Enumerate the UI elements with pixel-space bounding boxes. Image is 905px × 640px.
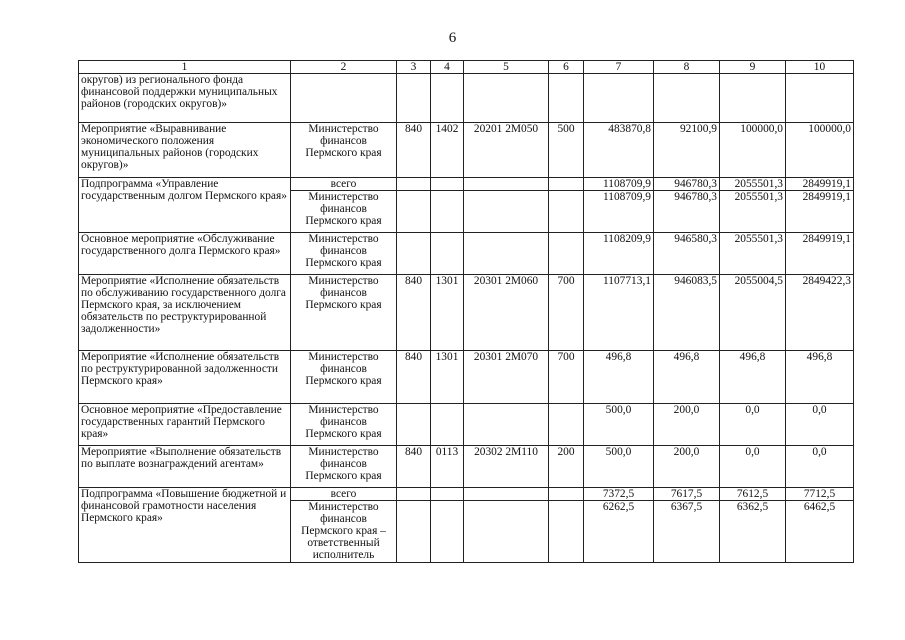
code-cell: [464, 74, 549, 123]
value-cell: 946580,3: [654, 233, 720, 275]
col-header-7: 7: [584, 61, 654, 74]
code-cell: [464, 178, 549, 191]
code-cell: 20302 2М110: [464, 446, 549, 488]
col-header-3: 3: [397, 61, 431, 74]
code-cell: [549, 191, 584, 233]
value-cell: 2849919,1: [786, 191, 854, 233]
header-row: [79, 61, 854, 74]
value-cell: 92100,9: [654, 123, 720, 178]
value-cell: 7617,5: [654, 488, 720, 501]
code-cell: 500: [549, 123, 584, 178]
code-cell: [549, 178, 584, 191]
col-header-10: 10: [786, 61, 854, 74]
value-cell: 200,0: [654, 446, 720, 488]
table-row: [79, 233, 854, 275]
value-cell: [584, 74, 654, 123]
executor-cell: Министерство финансов Пермского края – ответственный исполнитель: [291, 501, 397, 563]
executor-cell: Министерство финансов Пермского края: [291, 446, 397, 488]
code-cell: [464, 233, 549, 275]
program-name: Мероприятие «Выполнение обязательств по выплате вознаграждений агентам»: [79, 446, 291, 488]
code-cell: 840: [397, 446, 431, 488]
value-cell: 6262,5: [584, 501, 654, 563]
table-row: [79, 404, 854, 446]
value-cell: 2849919,1: [786, 178, 854, 191]
executor-cell: всего: [291, 178, 397, 191]
value-cell: 0,0: [720, 404, 786, 446]
value-cell: 946083,5: [654, 275, 720, 351]
code-cell: 840: [397, 275, 431, 351]
value-cell: 0,0: [720, 446, 786, 488]
col-header-5: 5: [464, 61, 549, 74]
code-cell: [549, 488, 584, 501]
value-cell: 496,8: [654, 351, 720, 404]
code-cell: 840: [397, 351, 431, 404]
value-cell: 100000,0: [720, 123, 786, 178]
value-cell: 946780,3: [654, 191, 720, 233]
code-cell: [549, 404, 584, 446]
value-cell: 483870,8: [584, 123, 654, 178]
col-header-4: 4: [431, 61, 464, 74]
code-cell: 1301: [431, 351, 464, 404]
executor-cell: Министерство финансов Пермского края: [291, 123, 397, 178]
col-header-9: 9: [720, 61, 786, 74]
value-cell: [720, 74, 786, 123]
executor-cell: Министерство финансов Пермского края: [291, 275, 397, 351]
value-cell: 2055501,3: [720, 178, 786, 191]
value-cell: 946780,3: [654, 178, 720, 191]
budget-table: [78, 60, 854, 563]
code-cell: 1402: [431, 123, 464, 178]
value-cell: [654, 74, 720, 123]
code-cell: 0113: [431, 446, 464, 488]
code-cell: [549, 233, 584, 275]
program-name: Основное мероприятие «Обслуживание государственного долга Пермского края»: [79, 233, 291, 275]
value-cell: 1108209,9: [584, 233, 654, 275]
program-name: Мероприятие «Исполнение обязательств по реструктурированной задолженности Пермского края»: [79, 351, 291, 404]
code-cell: 840: [397, 123, 431, 178]
value-cell: 2055004,5: [720, 275, 786, 351]
code-cell: [431, 488, 464, 501]
code-cell: [431, 178, 464, 191]
code-cell: [464, 191, 549, 233]
code-cell: 1301: [431, 275, 464, 351]
executor-cell: Министерство финансов Пермского края: [291, 233, 397, 275]
value-cell: 1107713,1: [584, 275, 654, 351]
code-cell: 20301 2М060: [464, 275, 549, 351]
value-cell: 6362,5: [720, 501, 786, 563]
program-name: Мероприятие «Выравнивание экономического положения муниципальных районов (городских округов)»: [79, 123, 291, 178]
table-row: [79, 178, 854, 191]
code-cell: 700: [549, 275, 584, 351]
code-cell: [397, 488, 431, 501]
code-cell: [464, 488, 549, 501]
value-cell: 2849919,1: [786, 233, 854, 275]
code-cell: [431, 233, 464, 275]
table-row: [79, 351, 854, 404]
col-header-6: 6: [549, 61, 584, 74]
value-cell: 200,0: [654, 404, 720, 446]
value-cell: 500,0: [584, 446, 654, 488]
value-cell: 0,0: [786, 446, 854, 488]
code-cell: [431, 404, 464, 446]
code-cell: [549, 501, 584, 563]
value-cell: 496,8: [720, 351, 786, 404]
value-cell: 1108709,9: [584, 191, 654, 233]
col-header-8: 8: [654, 61, 720, 74]
code-cell: [397, 501, 431, 563]
code-cell: 20201 2М050: [464, 123, 549, 178]
program-name: Основное мероприятие «Предоставление государственных гарантий Пермского края»: [79, 404, 291, 446]
code-cell: [431, 191, 464, 233]
value-cell: [786, 74, 854, 123]
value-cell: 500,0: [584, 404, 654, 446]
table-row: [79, 446, 854, 488]
code-cell: [431, 74, 464, 123]
table-row: [79, 488, 854, 501]
page-number: 6: [448, 30, 457, 46]
executor-cell: всего: [291, 488, 397, 501]
value-cell: 6367,5: [654, 501, 720, 563]
value-cell: 6462,5: [786, 501, 854, 563]
program-name: округов) из регионального фонда финансовой поддержки муниципальных районов (городских округов)»: [79, 74, 291, 123]
code-cell: 200: [549, 446, 584, 488]
code-cell: [397, 233, 431, 275]
executor-cell: Министерство финансов Пермского края: [291, 191, 397, 233]
executor-cell: Министерство финансов Пермского края: [291, 351, 397, 404]
col-header-2: 2: [291, 61, 397, 74]
code-cell: [397, 178, 431, 191]
executor-cell: [291, 74, 397, 123]
value-cell: 496,8: [786, 351, 854, 404]
value-cell: 496,8: [584, 351, 654, 404]
col-header-1: 1: [79, 61, 291, 74]
value-cell: 7612,5: [720, 488, 786, 501]
table-row: [79, 123, 854, 178]
program-name: Мероприятие «Исполнение обязательств по обслуживанию государственного долга Пермского края, за исключением обязательств по реструктурированной задолженности»: [79, 275, 291, 351]
code-cell: [464, 501, 549, 563]
value-cell: 2849422,3: [786, 275, 854, 351]
value-cell: 1108709,9: [584, 178, 654, 191]
code-cell: [431, 501, 464, 563]
code-cell: 700: [549, 351, 584, 404]
code-cell: [397, 191, 431, 233]
value-cell: 2055501,3: [720, 233, 786, 275]
value-cell: 7712,5: [786, 488, 854, 501]
value-cell: 7372,5: [584, 488, 654, 501]
program-name: Подпрограмма «Повышение бюджетной и финансовой грамотности населения Пермского края»: [79, 488, 291, 563]
code-cell: 20301 2М070: [464, 351, 549, 404]
code-cell: [397, 404, 431, 446]
table-row: [79, 275, 854, 351]
code-cell: [464, 404, 549, 446]
code-cell: [397, 74, 431, 123]
table-row: [79, 74, 854, 123]
value-cell: 0,0: [786, 404, 854, 446]
code-cell: [549, 74, 584, 123]
value-cell: 2055501,3: [720, 191, 786, 233]
program-name: Подпрограмма «Управление государственным долгом Пермского края»: [79, 178, 291, 233]
value-cell: 100000,0: [786, 123, 854, 178]
executor-cell: Министерство финансов Пермского края: [291, 404, 397, 446]
